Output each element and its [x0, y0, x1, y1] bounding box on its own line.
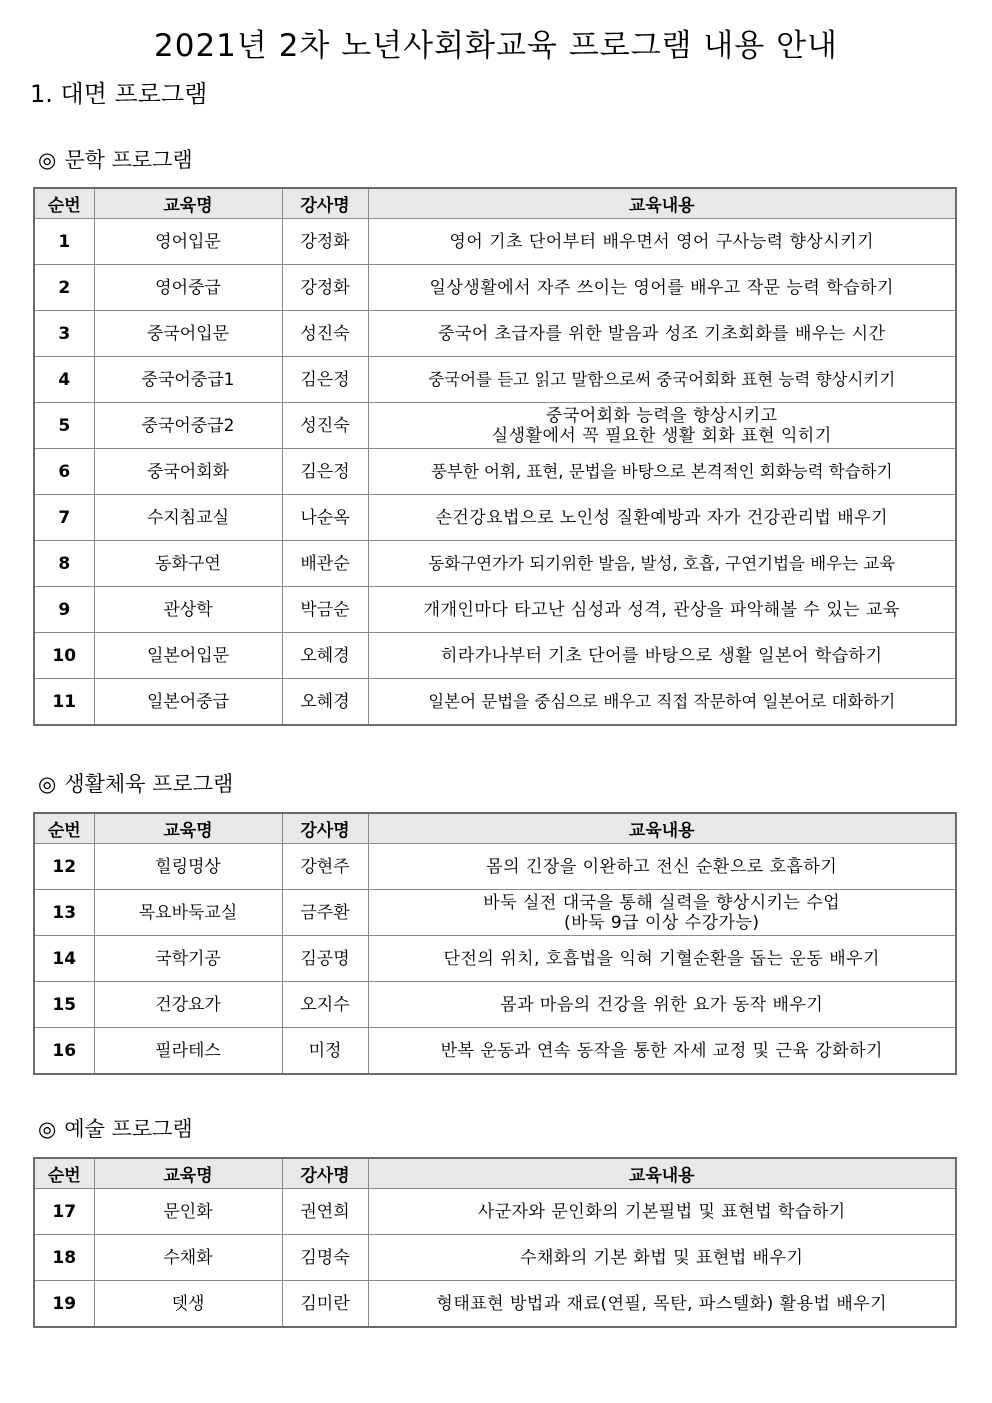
table-row — [34, 587, 956, 633]
table-row — [34, 541, 956, 587]
cell-teacher: 나순옥 — [282, 495, 368, 541]
subsection-heading-art — [38, 1113, 193, 1143]
program-table-literature — [33, 187, 957, 726]
cell-content — [368, 403, 956, 449]
cell-name: 수지침교실 — [94, 495, 282, 541]
content-line: 사군자와 문인화의 기본필법 및 표현법 학습하기 — [477, 1201, 846, 1222]
cell-teacher: 오지수 — [282, 982, 368, 1028]
cell-teacher: 성진숙 — [282, 311, 368, 357]
content-line: 중국어 초급자를 위한 발음과 성조 기초회화를 배우는 시간 — [438, 323, 886, 344]
cell-content — [368, 844, 956, 890]
header-content: 교육내용 — [368, 813, 956, 844]
cell-content — [368, 265, 956, 311]
content-line: 단전의 위치, 호흡법을 익혀 기혈순환을 돕는 운동 배우기 — [443, 948, 880, 969]
cell-no: 13 — [34, 890, 94, 936]
content-line: 일상생활에서 자주 쓰이는 영어를 배우고 작문 능력 학습하기 — [429, 277, 894, 298]
cell-teacher: 김은정 — [282, 449, 368, 495]
cell-content — [368, 1281, 956, 1328]
content-line: 바둑 실전 대국을 통해 실력을 향상시키는 수업 — [483, 892, 841, 913]
table-row — [34, 1235, 956, 1281]
table-header-row — [34, 188, 956, 219]
content-line: 일본어 문법을 중심으로 배우고 직접 작문하여 일본어로 대화하기 — [428, 691, 896, 711]
cell-teacher: 김명숙 — [282, 1235, 368, 1281]
table-header-row — [34, 813, 956, 844]
double-circle-icon: ◎ — [38, 772, 57, 796]
cell-teacher: 강정화 — [282, 265, 368, 311]
content-line: 풍부한 어휘, 표현, 문법을 바탕으로 본격적인 회화능력 학습하기 — [430, 461, 893, 481]
cell-teacher: 강정화 — [282, 219, 368, 265]
cell-teacher: 김은정 — [282, 357, 368, 403]
program-table-art — [33, 1157, 957, 1328]
table-row — [34, 357, 956, 403]
cell-no: 19 — [34, 1281, 94, 1328]
cell-no: 4 — [34, 357, 94, 403]
cell-content — [368, 890, 956, 936]
content-line: 중국어를 듣고 읽고 말함으로써 중국어회화 표현 능력 향상시키기 — [428, 369, 896, 389]
cell-teacher: 금주환 — [282, 890, 368, 936]
cell-name: 건강요가 — [94, 982, 282, 1028]
table-row — [34, 844, 956, 890]
cell-content — [368, 311, 956, 357]
header-name: 교육명 — [94, 813, 282, 844]
content-line: 몸의 긴장을 이완하고 전신 순환으로 호흡하기 — [486, 856, 838, 877]
subsection-heading-sports — [38, 768, 233, 798]
cell-name: 뎃생 — [94, 1281, 282, 1328]
content-line: 반복 운동과 연속 동작을 통한 자세 교정 및 근육 강화하기 — [440, 1040, 883, 1061]
table-row — [34, 311, 956, 357]
content-line: 실생활에서 꼭 필요한 생활 회화 표현 익히기 — [491, 425, 832, 446]
cell-name: 영어중급 — [94, 265, 282, 311]
cell-name: 중국어중급2 — [94, 403, 282, 449]
cell-teacher: 오혜경 — [282, 633, 368, 679]
table-row — [34, 633, 956, 679]
cell-content — [368, 587, 956, 633]
section-heading: 1. 대면 프로그램 — [30, 80, 208, 108]
header-teacher: 강사명 — [282, 188, 368, 219]
cell-teacher: 박금순 — [282, 587, 368, 633]
cell-teacher: 미정 — [282, 1028, 368, 1075]
cell-no: 5 — [34, 403, 94, 449]
content-line: 히라가나부터 기초 단어를 바탕으로 생활 일본어 학습하기 — [440, 645, 883, 666]
cell-name: 영어입문 — [94, 219, 282, 265]
cell-name: 목요바둑교실 — [94, 890, 282, 936]
cell-name: 힐링명상 — [94, 844, 282, 890]
cell-content — [368, 633, 956, 679]
cell-no: 7 — [34, 495, 94, 541]
cell-no: 2 — [34, 265, 94, 311]
content-line: 수채화의 기본 화법 및 표현법 배우기 — [520, 1247, 804, 1268]
cell-name: 동화구연 — [94, 541, 282, 587]
cell-no: 12 — [34, 844, 94, 890]
cell-no: 9 — [34, 587, 94, 633]
table-row — [34, 1028, 956, 1075]
double-circle-icon: ◎ — [38, 148, 57, 172]
cell-name: 중국어중급1 — [94, 357, 282, 403]
cell-no: 15 — [34, 982, 94, 1028]
header-no: 순번 — [34, 813, 94, 844]
cell-no: 10 — [34, 633, 94, 679]
cell-teacher: 배관순 — [282, 541, 368, 587]
cell-content — [368, 936, 956, 982]
cell-teacher: 오혜경 — [282, 679, 368, 726]
cell-content — [368, 495, 956, 541]
cell-teacher: 강현주 — [282, 844, 368, 890]
cell-no: 1 — [34, 219, 94, 265]
cell-content — [368, 679, 956, 726]
header-content: 교육내용 — [368, 188, 956, 219]
cell-teacher: 김공명 — [282, 936, 368, 982]
cell-content — [368, 219, 956, 265]
cell-no: 8 — [34, 541, 94, 587]
header-content: 교육내용 — [368, 1158, 956, 1189]
cell-content — [368, 1028, 956, 1075]
content-line: 손건강요법으로 노인성 질환예방과 자가 건강관리법 배우기 — [435, 507, 889, 528]
header-teacher: 강사명 — [282, 813, 368, 844]
content-line: 중국어회화 능력을 향상시키고 — [545, 405, 778, 426]
table-row — [34, 982, 956, 1028]
cell-no: 18 — [34, 1235, 94, 1281]
table-row — [34, 1281, 956, 1328]
content-line: 동화구연가가 되기위한 발음, 발성, 호흡, 구연기법을 배우는 교육 — [428, 553, 896, 573]
header-no: 순번 — [34, 188, 94, 219]
double-circle-icon: ◎ — [38, 1117, 57, 1141]
cell-content — [368, 982, 956, 1028]
subsection-heading-literature — [38, 144, 193, 174]
header-teacher: 강사명 — [282, 1158, 368, 1189]
cell-no: 6 — [34, 449, 94, 495]
cell-content — [368, 449, 956, 495]
cell-name: 일본어중급 — [94, 679, 282, 726]
table-row — [34, 219, 956, 265]
table-row — [34, 265, 956, 311]
cell-name: 관상학 — [94, 587, 282, 633]
cell-name: 문인화 — [94, 1189, 282, 1235]
cell-content — [368, 357, 956, 403]
subsection-title: 문학 프로그램 — [64, 148, 193, 172]
cell-no: 3 — [34, 311, 94, 357]
table-row — [34, 495, 956, 541]
cell-no: 16 — [34, 1028, 94, 1075]
cell-name: 필라테스 — [94, 1028, 282, 1075]
cell-name: 국학기공 — [94, 936, 282, 982]
table-row — [34, 403, 956, 449]
cell-no: 17 — [34, 1189, 94, 1235]
subsection-title: 생활체육 프로그램 — [64, 772, 234, 796]
header-name: 교육명 — [94, 1158, 282, 1189]
header-name: 교육명 — [94, 188, 282, 219]
cell-content — [368, 1235, 956, 1281]
header-no: 순번 — [34, 1158, 94, 1189]
page-title: 2021년 2차 노년사회화교육 프로그램 내용 안내 — [154, 28, 838, 64]
content-line: 형태표현 방법과 재료(연필, 목탄, 파스텔화) 활용법 배우기 — [436, 1293, 888, 1314]
content-line: 개개인마다 타고난 심성과 성격, 관상을 파악해볼 수 있는 교육 — [423, 599, 900, 620]
cell-teacher: 권연희 — [282, 1189, 368, 1235]
cell-no: 11 — [34, 679, 94, 726]
table-row — [34, 890, 956, 936]
cell-name: 중국어회화 — [94, 449, 282, 495]
cell-content — [368, 541, 956, 587]
table-row — [34, 679, 956, 726]
cell-name: 중국어입문 — [94, 311, 282, 357]
table-row — [34, 936, 956, 982]
cell-name: 수채화 — [94, 1235, 282, 1281]
content-line: 몸과 마음의 건강을 위한 요가 동작 배우기 — [500, 994, 824, 1015]
cell-name: 일본어입문 — [94, 633, 282, 679]
cell-teacher: 김미란 — [282, 1281, 368, 1328]
cell-no: 14 — [34, 936, 94, 982]
table-row — [34, 449, 956, 495]
cell-content — [368, 1189, 956, 1235]
table-row — [34, 1189, 956, 1235]
content-line: 영어 기초 단어부터 배우면서 영어 구사능력 향상시키기 — [449, 231, 875, 252]
content-line: (바둑 9급 이상 수강가능) — [563, 912, 760, 933]
table-header-row — [34, 1158, 956, 1189]
program-table-sports — [33, 812, 957, 1075]
cell-teacher: 성진숙 — [282, 403, 368, 449]
subsection-title: 예술 프로그램 — [64, 1117, 193, 1141]
